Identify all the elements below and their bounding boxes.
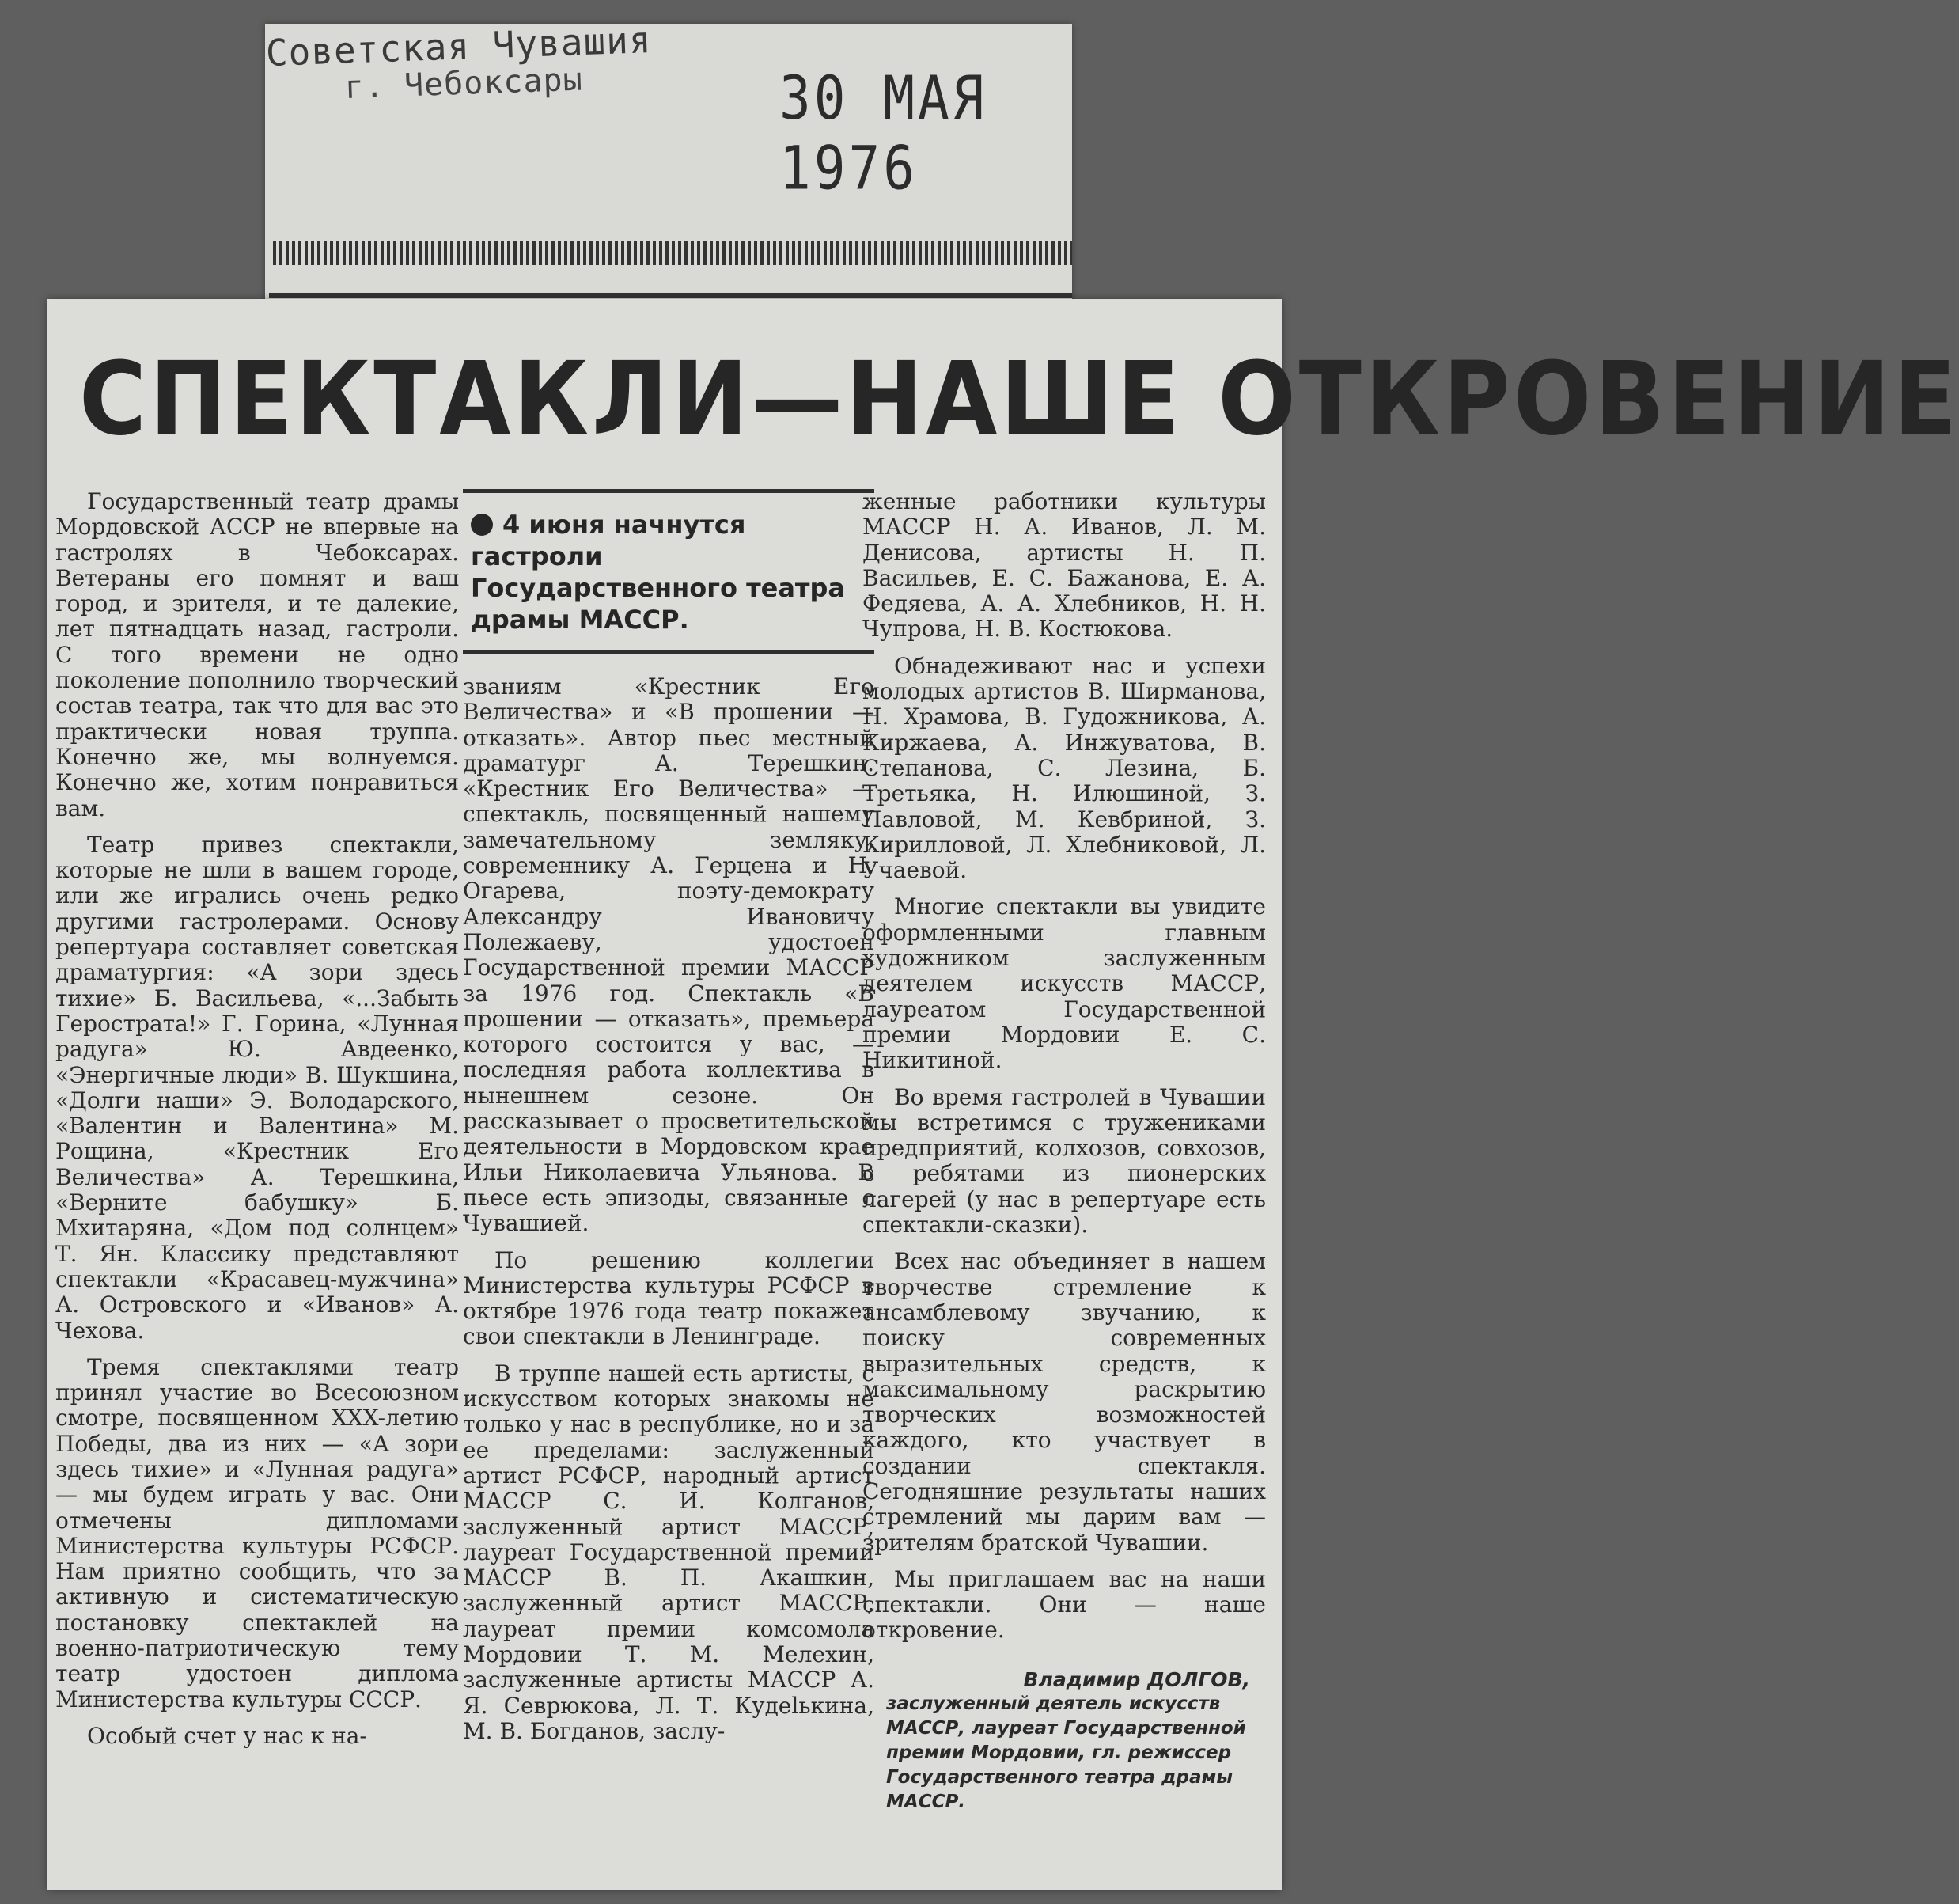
paragraph: Во время гастролей в Чувашии мы встретимся с тружениками предприятий, колхозов, совхозов, с ребятами из пионерских лагерей (у нас в репертуаре есть спектакли-сказки). [862,1083,1266,1238]
column-1 [55,489,459,1760]
top-rule [269,293,1072,298]
paragraph: Тремя спектаклями театр принял участие во Всесоюзном смотре, посвященном XXX-летию Победы, два из них — «А зори здесь тихие» и «Лунная радуга» — мы будем играть у вас. Они отмечены дипломами Министерства культуры РСФСР. Нам приятно сообщить, что за активную и систематическую постановку спектаклей на военно-патриотическую тему театр удостоен диплома Министерства культуры СССР. [55,1353,459,1712]
paragraph: Государственный театр драмы Мордовской АССР не впервые на гастролях в Чебоксарах. Ветераны его помнят и ваш город, и зрителя, и те далекие, лет пятнадцать назад, гастроли. С того времени не одно поколение пополнило творческий состав театра, так что для вас это практически новая труппа. Конечно же, мы волнуемся. Конечно же, хотим понравиться вам. [55,488,459,821]
hatched-divider [273,241,1072,265]
city-stamp: г. Чебоксары [344,61,584,106]
newspaper-name-stamp: Советская Чувашия [265,17,653,74]
lead-rule-bottom [463,650,874,654]
paragraph: женные работники культуры МАССР Н. А. Иванов, Л. М. Денисова, артисты Н. П. Васильев, Е. С. Бажанова, Е. А. Федяева, А. А. Хлебников, Н. Н. Чупрова, Н. В. Костюкова. [862,488,1266,643]
date-stamp: 30 МАЯ 1976 [779,63,987,204]
paragraph: Многие спектакли вы увидите оформленными главным художником заслуженным деятелем искусств МАССР, лауреатом Государственной премии Мордовии Е. С. Никитиной. [862,893,1266,1074]
lead-text: 4 июня начнутся гастроли Государственного театра драмы МАССР. [471,510,845,635]
author-position: заслуженный деятель искусств МАССР, лауреат Государственной премии Мордовии, гл. режиссер Государственного театра драмы МАССР. [886,1693,1246,1812]
paragraph: Особый счет у нас к на- [87,1722,367,1749]
paragraph: Обнадеживают нас и успехи молодых артистов В. Ширманова, Н. Храмова, В. Гудожникова, А. Киржаева, А. Инжуватова, В. Степанова, С. Лезина, Б. Третьяка, Н. Илюшиной, З. Павловой, М. Кевбриной, З. Кирилловой, Л. Хлебниковой, Л. Учаевой. [862,652,1266,884]
signature [862,1667,1266,1815]
paragraph: званиям «Крестник Его Величества» и «В прошении — отказать». Автор пьес местный драматург А. Терешкин. «Крестник Его Величества» — спектакль, посвященный нашему замечательному земляку, современнику А. Герцена и Н. Огарева, поэту-демократу Александру Ивановичу Полежаеву, удостоен Государственной премии МАССР за 1976 год. Спектакль «В прошении — отказать», премьера которого состоится у вас, — последняя работа коллектива в нынешнем сезоне. Он рассказывает о просветительской деятельности в Мордовском крае Ильи Николаевича Ульянова. В пьесе есть эпизоды, связанные с Чувашией. [463,673,874,1237]
article-headline: СПЕКТАКЛИ—НАШЕ ОТКРОВЕНИЕ [79,340,1959,458]
paragraph: Театр привез спектакли, которые не шли в вашем городе, или же игрались очень редко другими гастролерами. Основу репертуара составляет советская драматургия: «А зори здесь тихие» Б. Васильева, «...Забыть Герострата!» Г. Горина, «Лунная радуга» Ю. Авдеенко, «Энергичные люди» В. Шукшина, «Долги наши» Э. Володарского, «Валентин и Валентина» М. Рощина, «Крестник Его Величества» А. Терешкина, «Верните бабушку» Б. Мхитаряна, «Дом под солнцем» Т. Ян. Классику представляют спектакли «Красавец-мужчина» А. Островского и «Иванов» А. Чехова. [55,831,459,1344]
author-name: Владимир ДОЛГОВ, [1023,1667,1250,1691]
lead-box [463,489,874,654]
paragraph: Всех нас объединяет в нашем творчестве стремление к ансамблевому звучанию, к поиску современных выразительных средств, к максимальному раскрытию творческих возможностей каждого, кто участвует в создании спектакля. Сегодняшние результаты наших стремлений мы дарим вам — зрителям братской Чувашии. [862,1248,1266,1556]
source-stamp-card [265,17,1072,340]
bullet-icon [471,514,493,536]
paragraph: Мы приглашаем вас на наши спектакли. Они — наше откровение. [862,1565,1266,1644]
column-3 [862,489,1266,1815]
stamp-area [265,17,1072,293]
paragraph: В труппе нашей есть артисты, с искусством которых знакомы не только у нас в республике, но и за ее пределами: заслуженный артист РСФСР, народный артист МАССР С. И. Колганов, заслуженный артист МАССР, лауреат Государственной премии МАССР В. П. Акашкин, заслуженный артист МАССР, лауреат премии комсомола Мордовии Т. М. Мелехин, заслуженные артисты МАССР А. Я. Севрюкова, Л. Т. Кудelькина, М. В. Богданов, заслу- [463,1360,874,1744]
paragraph: По решению коллегии Министерства культуры РСФСР в октябре 1976 года театр покажет свои спектакли в Ленинграде. [463,1246,874,1350]
newspaper-clipping [47,299,1959,1890]
column-2 [463,489,874,1755]
lead-text-block [463,493,874,650]
